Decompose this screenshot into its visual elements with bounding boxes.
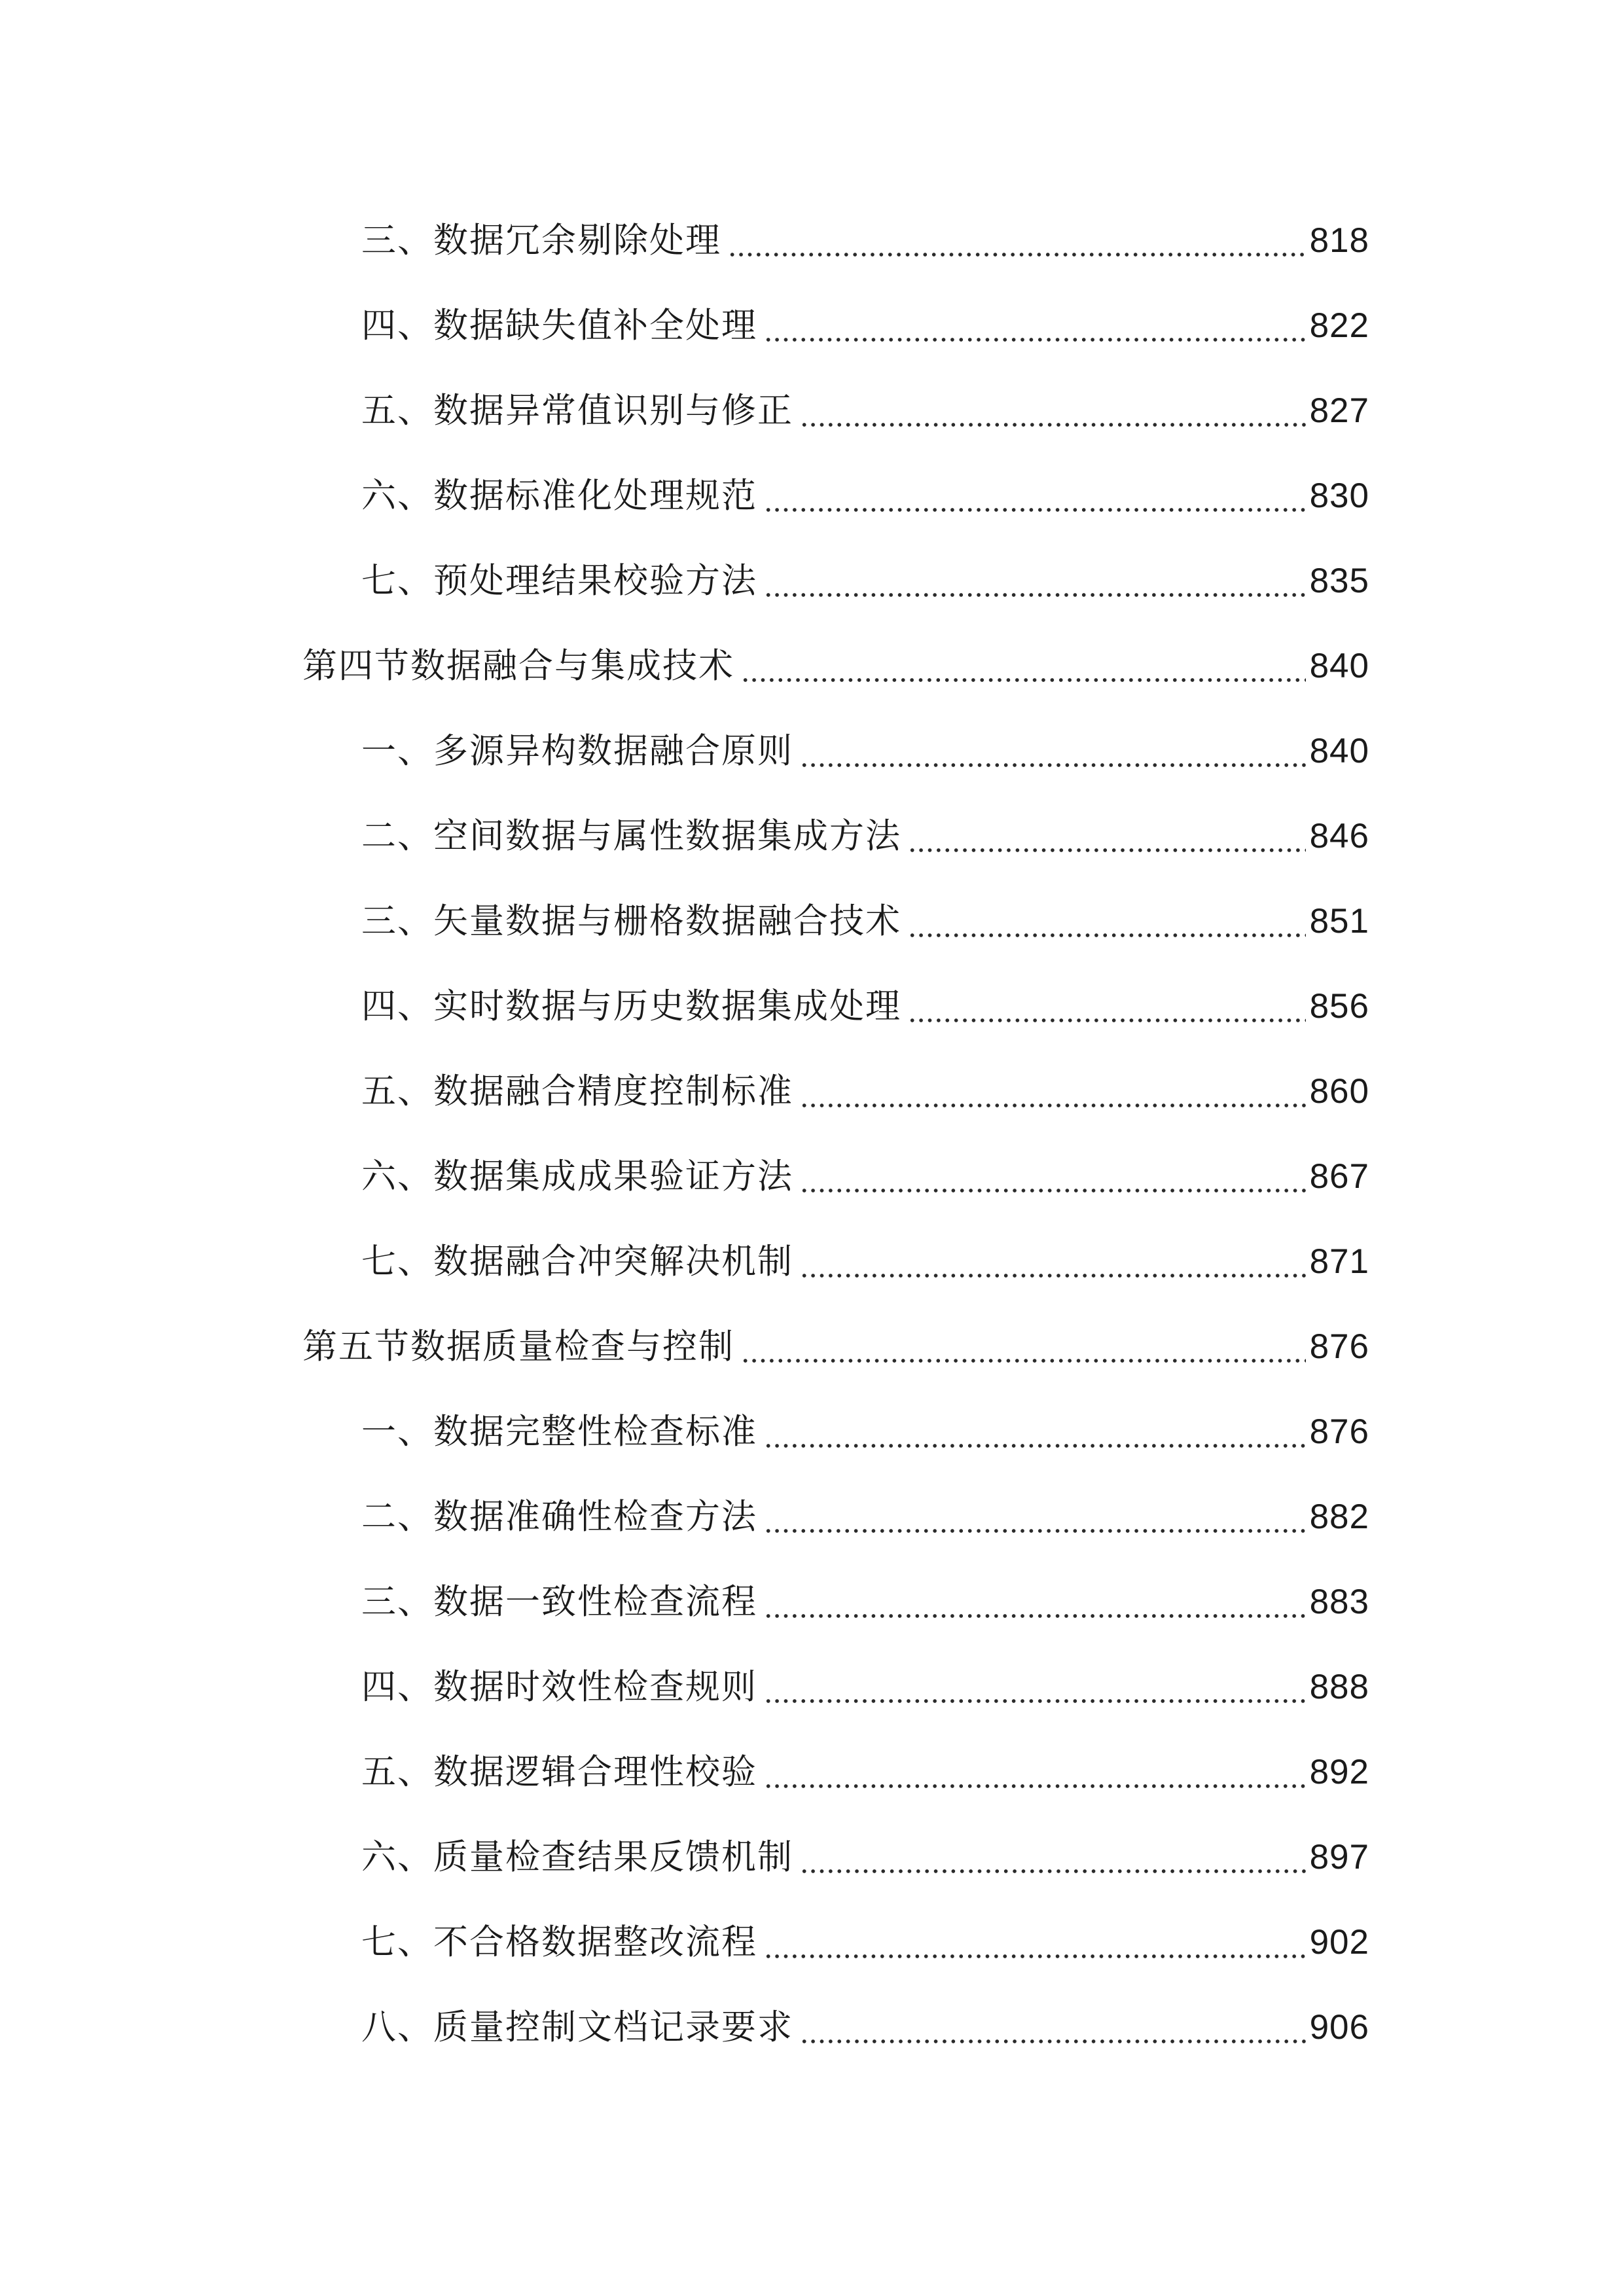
toc-entry-page: 906	[1309, 2007, 1369, 2047]
toc-entry-page: 827	[1309, 391, 1369, 430]
toc-entry-page: 830	[1309, 476, 1369, 515]
toc-section-entry[interactable]	[302, 630, 1369, 702]
toc-dot-leader	[728, 252, 1306, 257]
toc-entry-page: 897	[1309, 1837, 1369, 1876]
toc-dot-leader	[764, 1443, 1306, 1448]
toc-dot-leader	[908, 933, 1306, 938]
toc-entry[interactable]	[361, 970, 1369, 1042]
toc-entry-label: 六、数据集成成果验证方法	[361, 1156, 793, 1196]
toc-entry[interactable]	[361, 1480, 1369, 1552]
toc-entry[interactable]	[361, 1566, 1369, 1638]
toc-entry-page: 882	[1309, 1497, 1369, 1536]
toc-dot-leader	[800, 1103, 1306, 1108]
toc-entry-page: 876	[1309, 1412, 1369, 1451]
toc-entry[interactable]	[361, 459, 1369, 531]
toc-dot-leader	[800, 422, 1306, 427]
toc-entry-page: 846	[1309, 816, 1369, 855]
toc-dot-leader	[800, 2039, 1306, 2044]
toc-entry[interactable]	[361, 1395, 1369, 1467]
toc-entry-label: 四、数据缺失值补全处理	[361, 305, 757, 346]
toc-entry-label: 一、多源异构数据融合原则	[361, 730, 793, 771]
toc-entry[interactable]	[361, 800, 1369, 872]
toc-entry[interactable]	[361, 374, 1369, 446]
toc-entry-page: 883	[1309, 1582, 1369, 1621]
toc-dot-leader	[800, 1188, 1306, 1193]
toc-entry[interactable]	[361, 715, 1369, 787]
toc-section-entry[interactable]	[302, 1310, 1369, 1382]
toc-entry[interactable]	[361, 1991, 1369, 2063]
toc-entry-label: 第四节数据融合与集成技术	[302, 645, 734, 686]
toc-entry-label: 二、空间数据与属性数据集成方法	[361, 816, 901, 856]
toc-entry-page: 867	[1309, 1157, 1369, 1196]
toc-entry-label: 四、数据时效性检查规则	[361, 1666, 757, 1707]
toc-entry[interactable]	[361, 1821, 1369, 1893]
toc-entry-label: 六、数据标准化处理规范	[361, 475, 757, 516]
toc-dot-leader	[908, 848, 1306, 853]
toc-dot-leader	[764, 1784, 1306, 1789]
toc-entry-label: 七、不合格数据整改流程	[361, 1922, 757, 1962]
toc-entry-page: 840	[1309, 731, 1369, 770]
toc-dot-leader	[800, 1869, 1306, 1874]
toc-entry-page: 888	[1309, 1667, 1369, 1706]
toc-entry-label: 七、预处理结果校验方法	[361, 560, 757, 601]
toc-entry-label: 三、数据冗余剔除处理	[361, 220, 721, 260]
toc-dot-leader	[800, 1273, 1306, 1278]
toc-entry-page: 860	[1309, 1071, 1369, 1111]
toc-entry[interactable]	[361, 1225, 1369, 1297]
toc-entry-page: 856	[1309, 986, 1369, 1026]
toc-entry-label: 第五节数据质量检查与控制	[302, 1326, 734, 1367]
toc-entry-label: 三、数据一致性检查流程	[361, 1581, 757, 1622]
toc-entry-label: 三、矢量数据与栅格数据融合技术	[361, 901, 901, 941]
toc-entry-page: 851	[1309, 901, 1369, 941]
toc-entry-page: 835	[1309, 561, 1369, 600]
toc-dot-leader	[764, 1698, 1306, 1704]
toc-entry[interactable]	[361, 204, 1369, 276]
toc-dot-leader	[764, 1954, 1306, 1959]
toc-dot-leader	[764, 507, 1306, 512]
toc-entry[interactable]	[361, 885, 1369, 957]
toc-dot-leader	[741, 677, 1306, 683]
toc-dot-leader	[908, 1018, 1306, 1023]
toc-entry-page: 822	[1309, 306, 1369, 345]
toc-entry-label: 五、数据异常值识别与修正	[361, 390, 793, 431]
toc-entry-label: 四、实时数据与历史数据集成处理	[361, 986, 901, 1026]
toc-entry[interactable]	[361, 1736, 1369, 1808]
toc-entry-page: 818	[1309, 221, 1369, 260]
toc-entry[interactable]	[361, 1055, 1369, 1127]
toc-entry[interactable]	[361, 545, 1369, 617]
toc-entry[interactable]	[361, 1906, 1369, 1978]
toc-entry-label: 八、质量控制文档记录要求	[361, 2007, 793, 2047]
toc-entry-label: 七、数据融合冲突解决机制	[361, 1241, 793, 1282]
toc-entry-page: 892	[1309, 1752, 1369, 1791]
toc-dot-leader	[764, 1613, 1306, 1619]
toc-entry-label: 二、数据准确性检查方法	[361, 1496, 757, 1537]
toc-entry[interactable]	[361, 1140, 1369, 1212]
toc-dot-leader	[764, 1528, 1306, 1534]
toc-dot-leader	[764, 592, 1306, 598]
toc-entry-label: 五、数据融合精度控制标准	[361, 1071, 793, 1111]
toc-entry-page: 876	[1309, 1327, 1369, 1366]
toc-entry[interactable]	[361, 289, 1369, 361]
toc-entry-label: 六、质量检查结果反馈机制	[361, 1837, 793, 1877]
toc-entry-label: 五、数据逻辑合理性校验	[361, 1751, 757, 1792]
toc-entry-page: 871	[1309, 1242, 1369, 1281]
toc-entry-page: 840	[1309, 646, 1369, 685]
toc-dot-leader	[764, 337, 1306, 342]
toc-dot-leader	[800, 762, 1306, 768]
toc-entry-page: 902	[1309, 1922, 1369, 1962]
toc-dot-leader	[741, 1358, 1306, 1363]
toc-entry[interactable]	[361, 1651, 1369, 1723]
toc-entry-label: 一、数据完整性检查标准	[361, 1411, 757, 1452]
